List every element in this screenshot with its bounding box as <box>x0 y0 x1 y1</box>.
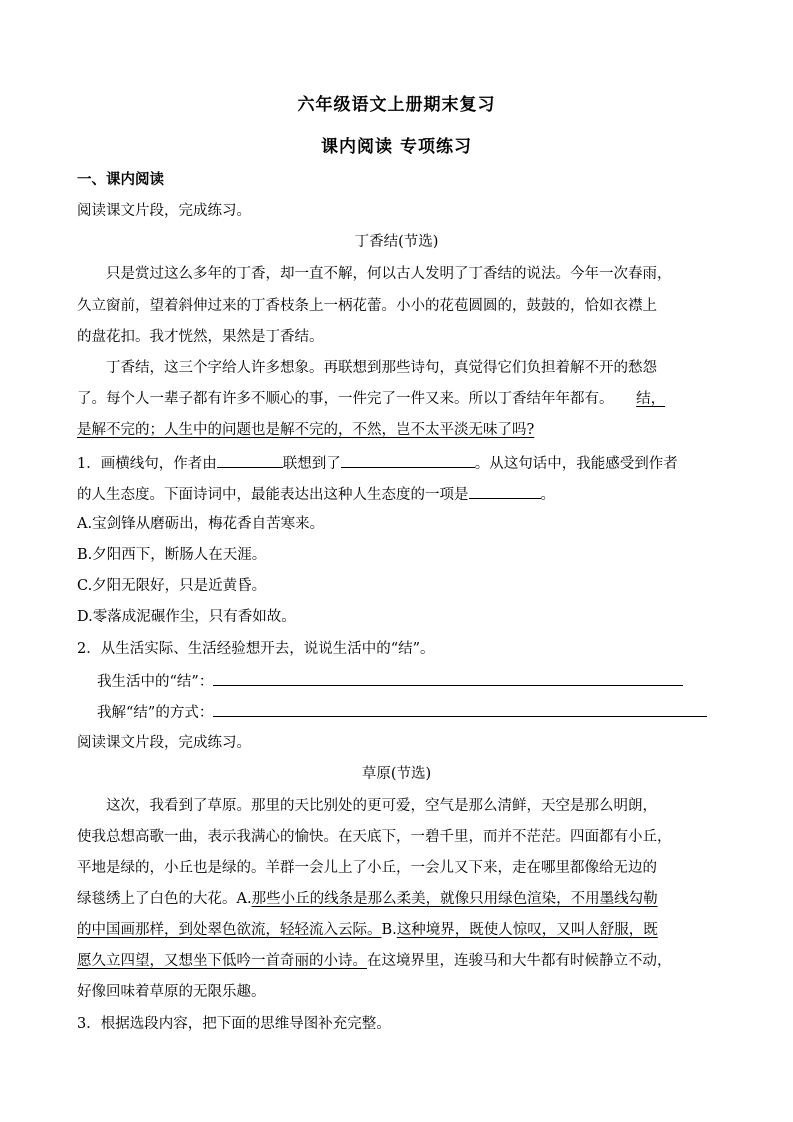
page-subtitle: 课内阅读 专项练习 <box>321 137 472 157</box>
passage2-line <box>77 951 717 971</box>
q2-answer-line-2[interactable] <box>213 701 707 717</box>
passage2-text: 绿毯绣上了白色的大花。A. <box>77 891 252 907</box>
q2-label-1: 我生活中的“结”： <box>97 674 214 690</box>
q1-text: 联想到了 <box>282 456 341 472</box>
passage2-line: 平地是绿的，小丘也是绿的。羊群一会儿上了小丘，一会儿又下来，走在哪里都像给无边的 <box>77 860 657 876</box>
question-2: 2．从生活实际、生活经验想开去，说说生活中的“结”。 <box>77 641 435 657</box>
passage2-line: 使我总想高歌一曲，表示我满心的愉快。在天底下，一碧千里，而并不茫茫。四面都有小丘， <box>77 829 672 845</box>
passage2-text: B. <box>381 922 397 938</box>
q1-text: 的人生态度。下面诗词中，最能表达出这种人生态度的一项是 <box>77 487 469 503</box>
passage2-line <box>77 889 717 909</box>
option-a: A.宝剑锋从磨砺出，梅花香自苦寒来。 <box>77 516 325 532</box>
q1-blank-2[interactable] <box>341 452 475 468</box>
q2-answer-row-2 <box>77 701 737 723</box>
instruction-1: 阅读课文片段，完成练习。 <box>77 203 251 219</box>
q1-blank-1[interactable] <box>217 452 283 468</box>
q2-label-2: 我解“结”的方式： <box>97 705 214 721</box>
option-d: D.零落成泥碾作尘，只有香如故。 <box>77 609 296 625</box>
passage1-line: 的盘花扣。我才恍然，果然是丁香结。 <box>77 329 324 345</box>
section-heading: 一、课内阅读 <box>77 172 164 188</box>
page-title: 六年级语文上册期末复习 <box>297 95 496 115</box>
q1-text: 1．画横线句，作者由 <box>77 456 217 472</box>
passage2-line: 好像回味着草原的无限乐趣。 <box>77 984 266 1000</box>
passage2-text: 在这境界里，连骏马和大牛都有时候静立不动， <box>367 953 672 969</box>
q1-blank-3[interactable] <box>469 483 541 499</box>
passage1-line: 久立窗前，望着斜伸过来的丁香枝条上一柄花蕾。小小的花苞圆圆的，鼓鼓的，恰如衣襟上 <box>77 298 657 314</box>
passage1-line-text: 了。每个人一辈子都有许多不顺心的事，一件完了一件又来。所以丁香结年年都有。 <box>77 391 614 407</box>
passage1-line <box>77 389 717 409</box>
passage1-line: 丁香结，这三个字给人许多想象。再联想到那些诗句，真觉得它们负担着解不开的愁怨 <box>106 360 657 376</box>
passage2-title: 草原(节选) <box>361 766 432 782</box>
question-1-line2 <box>77 483 717 505</box>
passage1-title: 丁香结(节选) <box>354 234 439 250</box>
question-3: 3．根据选段内容，把下面的思维导图补充完整。 <box>77 1016 391 1032</box>
passage2-line: 这次，我看到了草原。那里的天比别处的更可爱，空气是那么清鲜，天空是那么明朗， <box>106 798 657 814</box>
passage1-line <box>77 420 717 440</box>
question-1 <box>77 452 717 474</box>
q2-answer-row-1 <box>77 670 737 692</box>
underlined-sentence-end: 是解不完的；人生中的问题也是解不完的，不然，岂不太平淡无味了吗? <box>77 422 535 438</box>
q1-text: 。从这句话中，我能感受到作者 <box>474 456 678 472</box>
q2-answer-line-1[interactable] <box>213 670 683 686</box>
passage1-line: 只是赏过这么多年的丁香，却一直不解，何以古人发明了丁香结的说法。今年一次春雨， <box>106 266 672 282</box>
option-b: B.夕阳西下，断肠人在天涯。 <box>77 547 267 563</box>
q1-text: 。 <box>540 487 555 503</box>
option-c: C.夕阳无限好，只是近黄昏。 <box>77 578 267 594</box>
underlined-sentence-start: 结， <box>636 391 666 407</box>
passage2-line <box>77 920 717 940</box>
underlined-sentence-a: 的中国画那样，到处翠色欲流，轻轻流入云际。 <box>77 922 382 938</box>
underlined-sentence-a: 那些小丘的线条是那么柔美，就像只用绿色渲染，不用墨线勾勒 <box>251 891 658 907</box>
underlined-sentence-b: 愿久立四望，又想坐下低吟一首奇丽的小诗。 <box>77 953 367 969</box>
underlined-sentence-b: 这种境界，既使人惊叹，又叫人舒服，既 <box>396 922 658 938</box>
instruction-2: 阅读课文片段，完成练习。 <box>77 735 251 751</box>
